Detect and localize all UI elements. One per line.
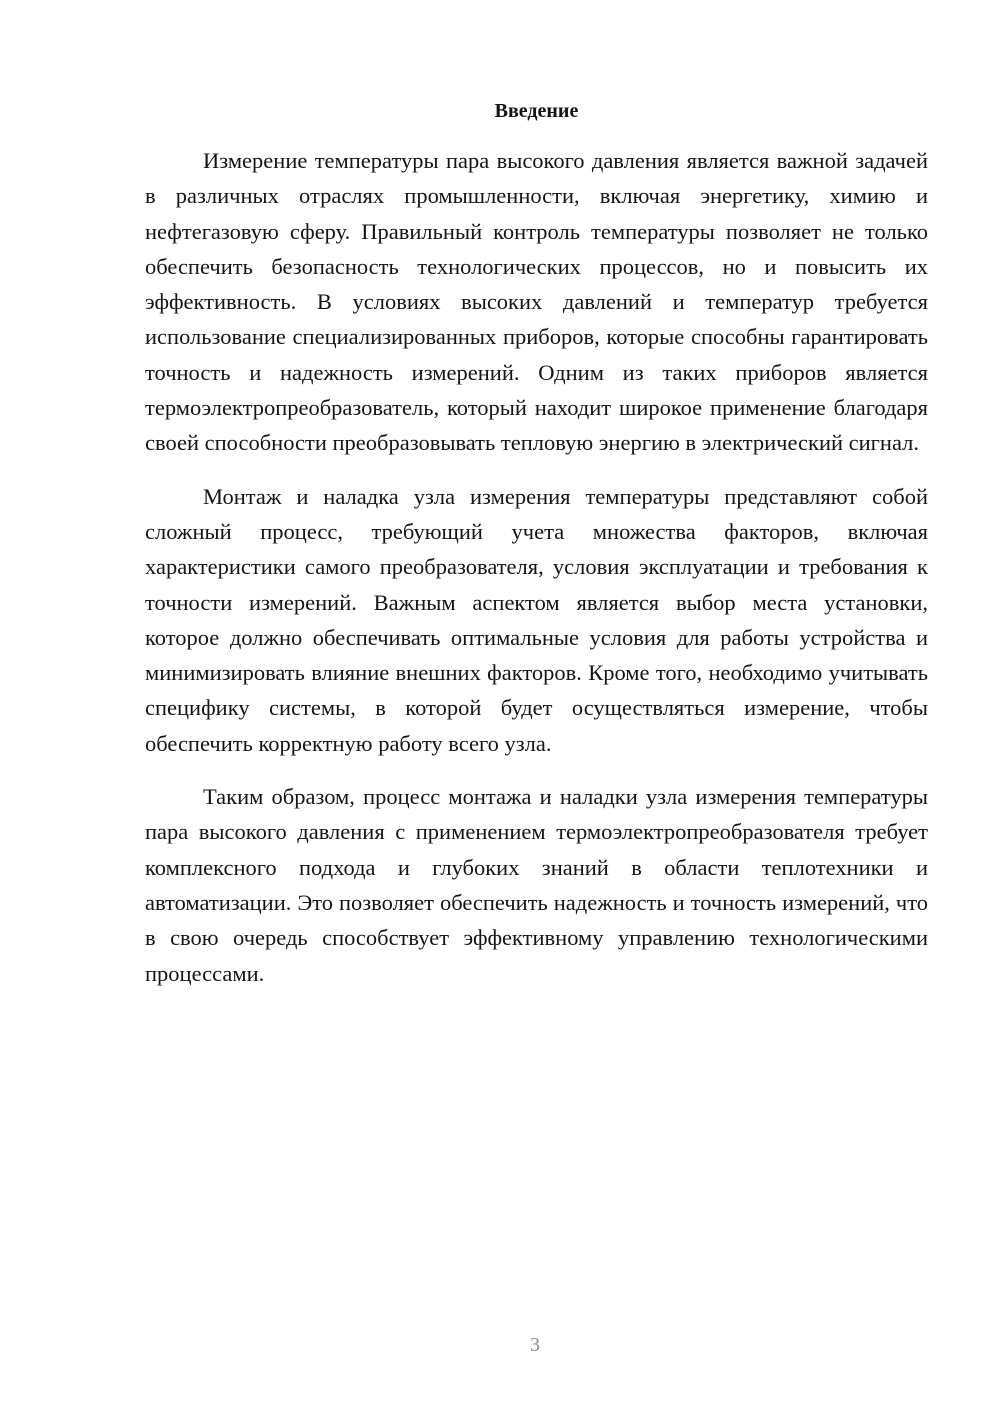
paragraph-3: Таким образом, процесс монтажа и наладки узла измерения температуры пара высокого давления с применением термоэлектропреобразователя требует комплексного подхода и глубоких знаний в области теплотехники и автоматизации. Это позволяет обеспечить надежность и точность измерений, что в свою очередь способствует эффективному управлению технологическими процессами. [145, 784, 928, 986]
paragraph-2: Монтаж и наладка узла измерения температуры представляют собой сложный процесс, требующий учета множества факторов, включая характеристики самого преобразователя, условия эксплуатации и требования к точности измерений. Важным аспектом является выбор места установки, которое должно обеспечивать оптимальные условия для работы устройства и минимизировать влияние внешних факторов. Кроме того, необходимо учитывать специфику системы, в которой будет осуществляться измерение, чтобы обеспечить корректную работу всего узла. [145, 483, 928, 756]
paragraph-1: Измерение температуры пара высокого давления является важной задачей в различных отраслях промышленности, включая энергетику, химию и нефтегазовую сферу. Правильный контроль температуры позволяет не только обеспечить безопасность технологических процессов, но и повысить их эффективность. В условиях высоких давлений и температур требуется использование специализированных приборов, которые способны гарантировать точность и надежность измерений. Одним из таких приборов является термоэлектропреобразователь, который находит широкое применение благодаря своей способности преобразовывать тепловую энергию в электрический сигнал. [145, 148, 928, 456]
section-title: Введение [494, 100, 579, 122]
body-text [145, 143, 928, 1009]
page-number: 3 [530, 1334, 540, 1356]
